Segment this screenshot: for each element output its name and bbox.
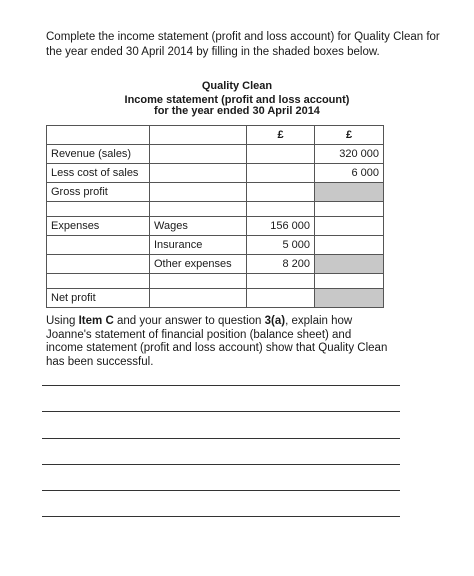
header-blank-1 (47, 126, 150, 145)
answer-line[interactable] (42, 385, 400, 386)
instructions: Complete the income statement (profit and loss account) for Quality Clean for the year ended 30 April 2014 by filling in the shaded boxes below. (46, 31, 440, 58)
expense-value-wages: 156 000 (247, 217, 315, 236)
net-profit-answer-box[interactable] (315, 289, 384, 308)
question-text: Using Item C and your answer to question 3(a), explain how Joanne's statement of financial position (balance sheet) and income statement (profit and loss account) show that Quality Clean has been successful. (46, 315, 388, 368)
spacer-row-2 (47, 274, 384, 289)
answer-line[interactable] (42, 438, 400, 439)
gross-profit-row (47, 183, 384, 202)
expense-value-other: 8 200 (247, 255, 315, 274)
wages-row (47, 217, 384, 236)
company-name: Quality Clean (201, 80, 273, 92)
net-profit-label: Net profit (47, 289, 150, 308)
header-row (47, 126, 384, 145)
cost-of-sales-label: Less cost of sales (47, 164, 150, 183)
cost-of-sales-row (47, 164, 384, 183)
gross-profit-label: Gross profit (47, 183, 150, 202)
cost-of-sales-value: 6 000 (315, 164, 384, 183)
spacer-row (47, 202, 384, 217)
header-blank-2 (150, 126, 247, 145)
other-expenses-row (47, 255, 384, 274)
pound-header-1: £ (247, 126, 315, 145)
expenses-label: Expenses (47, 217, 150, 236)
revenue-label: Revenue (sales) (47, 145, 150, 164)
answer-line[interactable] (42, 516, 400, 517)
answer-line[interactable] (42, 464, 400, 465)
income-statement-table (46, 125, 384, 308)
expense-label-insurance: Insurance (150, 236, 247, 255)
expense-value-insurance: 5 000 (247, 236, 315, 255)
revenue-value: 320 000 (315, 145, 384, 164)
expense-label-wages: Wages (150, 217, 247, 236)
net-profit-row (47, 289, 384, 308)
gross-profit-answer-box[interactable] (315, 183, 384, 202)
total-expenses-answer-box[interactable] (315, 255, 384, 274)
expense-label-other: Other expenses (150, 255, 247, 274)
answer-line[interactable] (42, 411, 400, 412)
item-reference: Item C (78, 315, 114, 327)
question-reference: 3(a) (264, 315, 286, 327)
statement-subtitle: Income statement (profit and loss account) (124, 94, 350, 106)
revenue-row (47, 145, 384, 164)
answer-line[interactable] (42, 490, 400, 491)
insurance-row (47, 236, 384, 255)
statement-period: for the year ended 30 April 2014 (154, 105, 320, 117)
pound-header-2: £ (315, 126, 384, 145)
